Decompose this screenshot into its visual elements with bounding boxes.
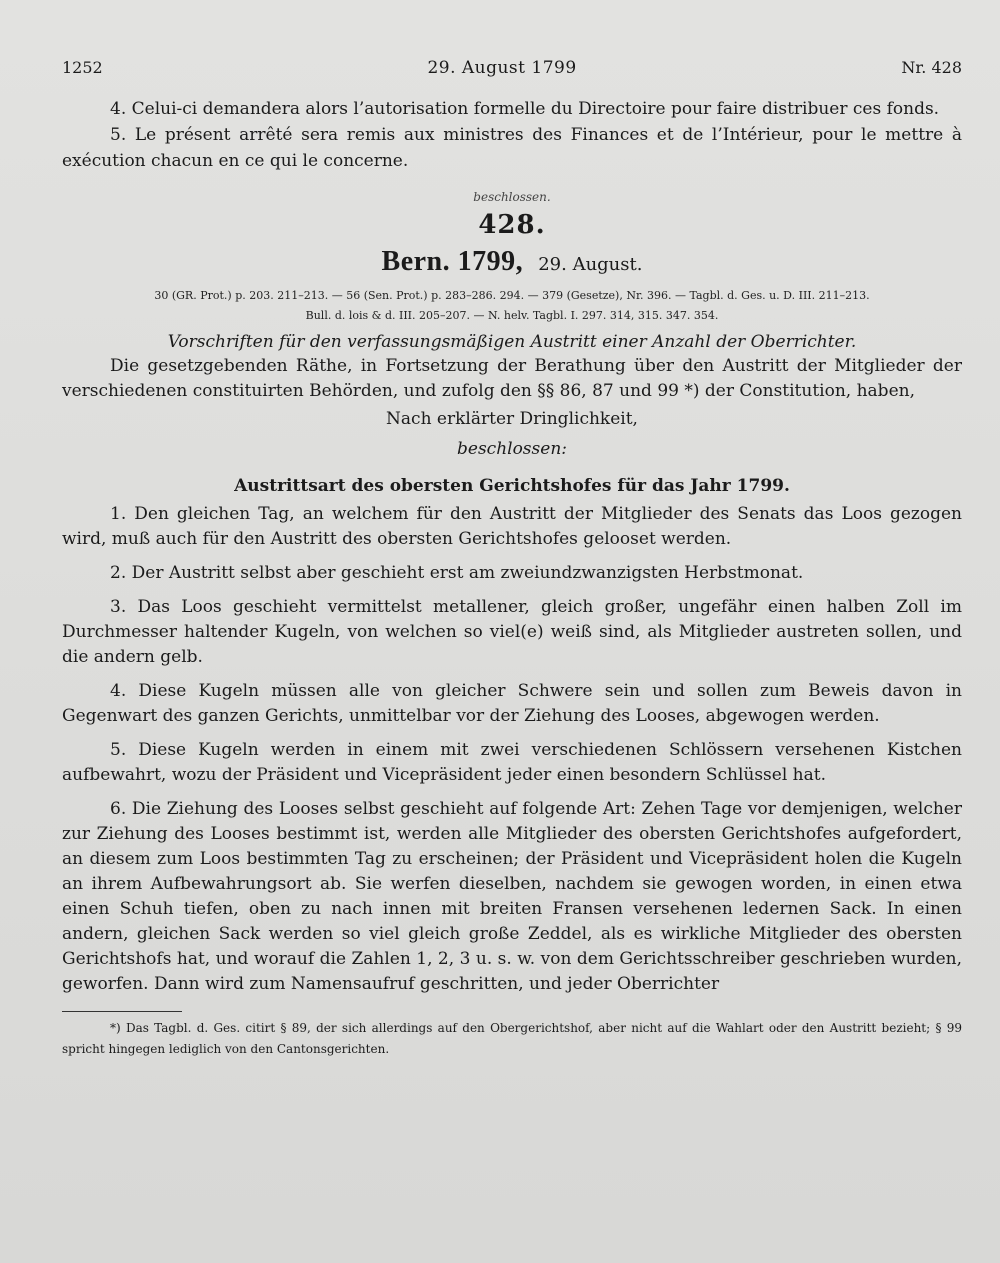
- urgency-line: Nach erklärter Dringlichkeit,: [386, 409, 638, 429]
- document-day: 29. August.: [538, 254, 643, 275]
- footnote: *) Das Tagbl. d. Ges. citirt § 89, der sich allerdings auf den Obergerichtshof, aber nicht auf die Wahlart oder den Austritt bezieht; § 99 spricht hingegen lediglich von den Cantonsgerichten.: [62, 1021, 962, 1056]
- document-reference: Nr. 428: [901, 58, 962, 77]
- document-summary: Vorschriften für den verfassungsmäßigen Austritt einer Anzahl der Oberrichter.: [167, 332, 857, 352]
- source-references: [62, 286, 962, 326]
- carryover-article-4: 4. Celui-ci demandera alors l’autorisation formelle du Directoire pour faire distribuer ces fonds.: [110, 99, 940, 119]
- sources-line-1: 30 (GR. Prot.) p. 203. 211–213. — 56 (Sen. Prot.) p. 283–286. 294. — 379 (Gesetze), Nr. 396. — Tagbl. d. Ges. u. D. III. 211–213.: [154, 289, 870, 302]
- article-3: 3. Das Loos geschieht vermittelst metallener, gleich großer, ungefähr einen halben Zoll im Durchmesser haltender Kugeln, von welchen so viel(e) weiß sind, als Mitglieder austreten sollen, und die andern gelb.: [62, 597, 962, 667]
- running-head: [62, 58, 962, 92]
- header-date: 29. August 1799: [427, 58, 577, 78]
- carryover-article-5: 5. Le présent arrêté sera remis aux ministres des Finances et de l’Intérieur, pour le mettre à exécution chacun en ce qui le concerne.: [62, 125, 962, 171]
- article-5: 5. Diese Kugeln werden in einem mit zwei verschiedenen Schlössern versehenen Kistchen aufbewahrt, wozu der Präsident und Vicepräsident jeder einen besondern Schlüssel hat.: [62, 740, 962, 785]
- footnote-divider: [62, 1011, 182, 1012]
- article-1: 1. Den gleichen Tag, an welchem für den Austritt der Mitglieder des Senats das Loos gezogen wird, muß auch für den Austritt des obersten Gerichtshofes gelooset werden.: [62, 504, 962, 549]
- section-heading: Austrittsart des obersten Gerichtshofes für das Jahr 1799.: [234, 476, 790, 496]
- resolved-line: beschlossen:: [457, 439, 567, 459]
- sources-line-2: Bull. d. lois & d. III. 205–207. — N. helv. Tagbl. I. 297. 314, 315. 347. 354.: [305, 309, 719, 322]
- page-number: 1252: [62, 58, 103, 77]
- preamble: Die gesetzgebenden Räthe, in Fortsetzung der Berathung über den Austritt der Mitglieder der verschiedenen constituirten Behörden, und zufolg den §§ 86, 87 und 99 *) der Constitution, haben,: [62, 356, 962, 401]
- document-number: 428.: [478, 210, 546, 240]
- place-year: Bern. 1799,: [381, 246, 524, 277]
- article-6: 6. Die Ziehung des Looses selbst geschieht auf folgende Art: Zehen Tage vor demjenigen, welcher zur Ziehung des Looses bestimmt ist, werden alle Mitglieder des obersten Gerichtshofes aufgefordert, an diesem zum Loos bestimmten Tag zu erscheinen; der Präsident und Vicepräsident holen die Kugeln an ihrem Aufbewahrungsort ab. Sie werfen dieselben, nachdem sie gewogen worden, in einen etwa einen Schuh tiefen, oben zu nach innen mit breiten Fransen versehenen ledernen Sack. In einen andern, gleichen Sack werden so viel gleich große Zeddel, als es wirkliche Mitglieder des obersten Gerichtshofs hat, und worauf die Zahlen 1, 2, 3 u. s. w. von dem Gerichtsschreiber geschrieben wurden, geworfen. Dann wird zum Namensaufruf geschritten, und jeder Oberrichter: [62, 799, 962, 994]
- dateline: [62, 246, 962, 278]
- article-4: 4. Diese Kugeln müssen alle von gleicher Schwere sein und sollen zum Beweis davon in Gegenwart des ganzen Gerichts, unmittelbar vor der Ziehung des Looses, abgewogen werden.: [62, 681, 962, 726]
- closing-signature: beschlossen.: [473, 190, 551, 204]
- article-2: 2. Der Austritt selbst aber geschieht erst am zweiundzwanzigsten Herbstmonat.: [110, 563, 804, 583]
